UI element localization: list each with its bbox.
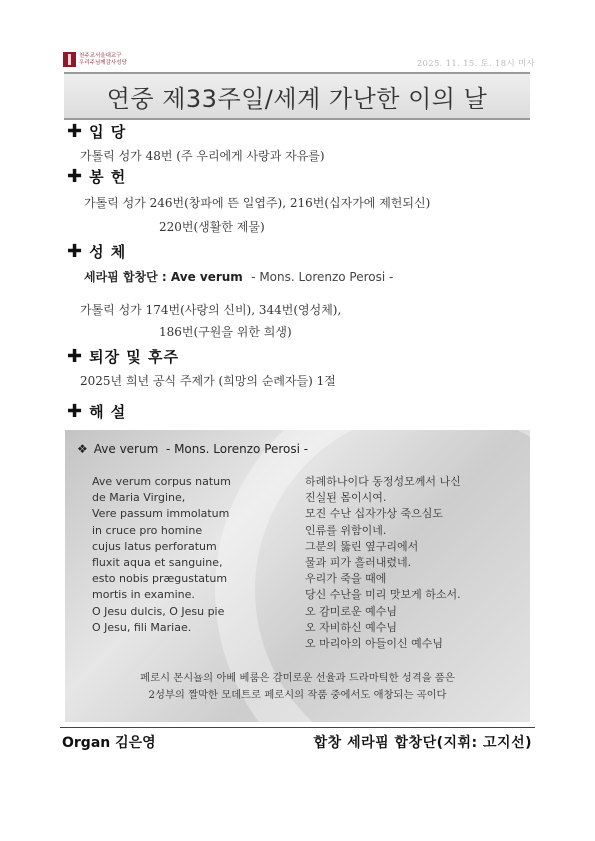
church-logo-icon — [63, 52, 76, 67]
description-line: 페로시 몬시뇰의 아베 베룸은 감미로운 선율과 드라마틱한 성격을 품은 — [140, 672, 455, 684]
latin-line: fluxit aqua et sanguine, — [92, 556, 223, 570]
latin-line: de Maria Virgine, — [92, 491, 186, 505]
communion-hymn-1: 가톨릭 성가 174번(사랑의 신비), 344번(영성체), — [80, 303, 342, 317]
page-title: 연중 제33주일/세계 가난한 이의 날 — [106, 84, 488, 113]
section-commentary-heading: 해 설 — [89, 403, 127, 421]
plus-icon: ✚ — [67, 401, 84, 422]
mass-date: 2025. 11. 15. 토. 18시 미사 — [416, 59, 535, 69]
korean-line: 인류를 위함이네. — [305, 523, 387, 537]
latin-line: esto nobis prægustatum — [92, 572, 228, 586]
choir-credit: 합창 세라핌 합창단(지휘: 고지선) — [313, 735, 532, 751]
latin-line: Vere passum immolatum — [92, 507, 230, 521]
communion-choir — [84, 268, 393, 285]
latin-lyrics — [92, 474, 231, 636]
communion-choir-label: 세라핌 합창단 : Ave verum — [84, 270, 243, 284]
section-recessional — [67, 346, 179, 367]
latin-line: mortis in examine. — [92, 588, 195, 602]
entrance-hymn: 가톨릭 성가 48번 (주 우리에게 사랑과 자유를) — [80, 149, 325, 163]
plus-icon: ✚ — [67, 346, 84, 367]
diamond-icon: ❖ — [77, 442, 88, 456]
logo-text — [79, 53, 127, 66]
korean-line: 우리가 죽을 때에 — [305, 572, 387, 586]
commentary-box — [65, 430, 530, 722]
title-bar — [64, 72, 530, 120]
korean-line: 모진 수난 십자가상 죽으심도 — [305, 507, 444, 521]
commentary-title — [77, 442, 308, 456]
section-communion-heading: 성 체 — [89, 243, 127, 261]
korean-line: 그분의 뚫린 옆구리에서 — [305, 539, 419, 553]
korean-line: 하례하나이다 동정성모께서 나신 — [305, 475, 461, 488]
logo-line2: 우리주님께감사성당 — [79, 59, 127, 66]
commentary-piece-title: Ave verum — [93, 442, 159, 456]
korean-line: 물과 피가 흘러내렸네. — [305, 556, 412, 570]
recessional-hymn: 2025년 희년 공식 주제가 (희망의 순례자들) 1절 — [80, 374, 336, 388]
organist-credit: Organ 김은영 — [62, 735, 156, 751]
korean-line: 오 마리아의 아들이신 예수님 — [305, 637, 444, 651]
plus-icon: ✚ — [67, 166, 84, 187]
footer-divider — [60, 727, 535, 728]
description-line: 2성부의 짤막한 모데트로 페로시의 작품 중에서도 애창되는 곡이다 — [148, 689, 447, 701]
commentary-composer: - Mons. Lorenzo Perosi - — [165, 442, 309, 456]
section-communion — [67, 241, 126, 262]
offertory-hymn-2: 220번(생활한 제물) — [159, 220, 265, 234]
korean-line: 오 자비하신 예수님 — [305, 620, 398, 634]
section-offertory-heading: 봉 헌 — [89, 168, 127, 186]
korean-lyrics — [305, 474, 461, 652]
logo-line1: 천주교서울대교구 — [79, 53, 122, 59]
commentary-description — [65, 670, 530, 704]
section-recessional-heading: 퇴장 및 후주 — [89, 348, 179, 366]
section-commentary — [67, 401, 126, 422]
communion-hymn-2: 186번(구원을 위한 희생) — [159, 325, 292, 339]
section-entrance — [67, 121, 126, 142]
korean-line: 오 감미로운 예수님 — [305, 604, 398, 618]
offertory-hymn-1: 가톨릭 성가 246번(창파에 뜬 일엽주), 216번(십자가에 제헌되신) — [84, 196, 431, 210]
latin-line: O Jesu, fili Mariae. — [92, 620, 192, 634]
section-entrance-heading: 입 당 — [89, 123, 127, 141]
latin-line: O Jesu dulcis, O Jesu pie — [92, 604, 225, 618]
latin-line: Ave verum corpus natum — [92, 475, 231, 488]
korean-line: 당신 수난을 미리 맛보게 하소서. — [305, 588, 461, 602]
communion-choir-composer: - Mons. Lorenzo Perosi - — [251, 270, 394, 284]
section-offertory — [67, 166, 126, 187]
parish-logo — [63, 52, 127, 67]
latin-line: in cruce pro homine — [92, 523, 203, 537]
latin-line: cujus latus perforatum — [92, 539, 217, 553]
korean-line: 진실된 몸이시여. — [305, 491, 387, 505]
plus-icon: ✚ — [67, 241, 84, 262]
plus-icon: ✚ — [67, 121, 84, 142]
